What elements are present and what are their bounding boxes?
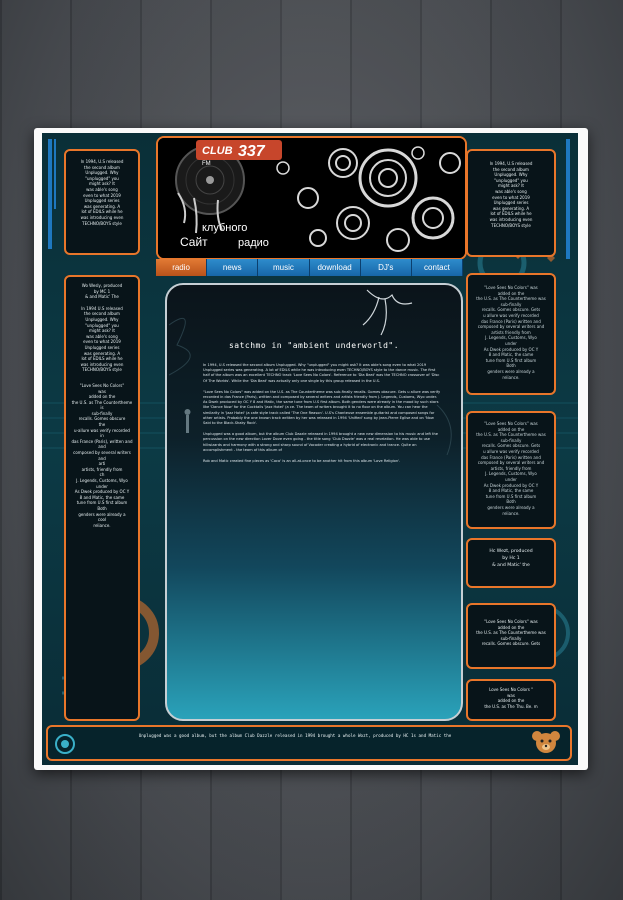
panel-line: tune from U.S first album xyxy=(485,493,537,499)
left-panel-top-text xyxy=(70,159,134,226)
teddy-bear-icon xyxy=(530,729,562,759)
panel-line: the U.S. as The Countertheme xyxy=(71,399,133,405)
panel-line: u allure was verify recorded xyxy=(483,448,539,454)
panel-line: was introducing even xyxy=(489,216,533,222)
nav-item-djs[interactable]: DJ's xyxy=(361,259,412,276)
panel-line: In 1994 U.S released xyxy=(81,305,123,311)
bird-icon xyxy=(363,290,412,335)
panel-line: genders were already a xyxy=(78,511,126,517)
panel-line: lot of EDILS while he xyxy=(81,356,123,362)
panel-line: was able's song xyxy=(495,188,527,194)
panel-line: was able's song xyxy=(86,186,118,192)
panel-line: TECHNO/BOYS style xyxy=(82,220,122,226)
header-club-word: клубного xyxy=(202,222,248,234)
panel-line: TECHNO/BOYS style xyxy=(491,222,531,228)
panel-line: reliance. xyxy=(502,374,520,380)
panel-line: was generating. A xyxy=(83,203,121,209)
panel-line: the U.S. as The Thu. Be. m xyxy=(484,703,538,709)
panel-line: lot of EDILS while he xyxy=(81,209,123,215)
nav-item-radio[interactable]: radio xyxy=(156,259,207,276)
right-panel-6 xyxy=(466,679,556,721)
panel-line: Unplugged. Why xyxy=(85,170,119,176)
panel-line: the xyxy=(98,422,106,428)
panel-line: TECHNO/BOYS style xyxy=(82,367,122,373)
panel-line: and xyxy=(98,444,106,450)
panel-line: recalls. Gomes obscure. Gets xyxy=(481,641,541,647)
panel-line: might ask? It xyxy=(89,181,115,187)
left-panel-body-2 xyxy=(70,383,134,528)
right-panel-1-text xyxy=(472,161,550,228)
website-screenshot xyxy=(42,133,578,765)
site-footer xyxy=(46,725,572,761)
panel-line: 8 and Matic, the same xyxy=(79,494,125,500)
panel-line: even to what 2019 xyxy=(83,339,121,345)
panel-line: 8 and Matic, the same xyxy=(488,488,534,494)
content-paragraph: Rob and Matic created fine pieces as 'Coco' is an all-at-once to be another hit from this album 'Love Religion'. xyxy=(203,459,401,464)
left-panel-body-1 xyxy=(70,306,134,373)
panel-line: "Love Sees No Colors" was xyxy=(484,421,538,426)
panel-line: composed by several writers and xyxy=(477,324,545,330)
panel-line: cool xyxy=(97,517,107,523)
panel-line: artists, friendly from xyxy=(81,466,123,472)
panel-line: Unplugged series xyxy=(84,198,120,204)
panel-line: "Love Sees No Colors" was xyxy=(484,619,538,624)
left-panel-heading xyxy=(70,283,134,300)
panel-line: under xyxy=(505,340,517,346)
panel-line: Love Sees No Colors " xyxy=(489,687,533,692)
left-panel-main xyxy=(64,275,140,721)
panel-line: "unplugged" you xyxy=(85,322,119,328)
panel-line: the second album xyxy=(84,311,120,317)
panel-line: 8 and Matic, the same xyxy=(488,352,534,358)
panel-line: "Love Sees No Colors" xyxy=(79,382,125,388)
panel-line: reliance. xyxy=(502,510,520,516)
panel-line: the second album xyxy=(84,164,120,170)
panel-line: As Dwek produced by OC Y xyxy=(483,482,539,488)
nav-item-music[interactable]: music xyxy=(258,259,309,276)
content-art xyxy=(167,285,461,719)
panel-line: was introducing even xyxy=(80,361,124,367)
main-nav xyxy=(156,259,463,276)
right-panel-1 xyxy=(466,149,556,257)
panel-line: Unplugged series xyxy=(84,344,120,350)
panel-line: lot of EDILS while he xyxy=(490,211,532,217)
content-title: satchmo in "ambient underworld". xyxy=(228,341,400,350)
main-content xyxy=(165,283,463,721)
header-banner xyxy=(158,138,465,258)
panel-line: tune from U.S first album xyxy=(485,357,537,363)
panel-line: das France (Paris) written and xyxy=(481,318,541,324)
panel-line: "unplugged" you xyxy=(85,175,119,181)
panel-line: J. Legends, Customs, Wyo xyxy=(485,471,537,477)
panel-line: As Dwek produced by OC Y xyxy=(483,346,539,352)
panel-heading-line: by MC 1 xyxy=(93,288,111,294)
panel-line: added on the xyxy=(88,394,116,400)
panel-line: das France (Paris) written and xyxy=(481,454,541,460)
right-panel-4-text xyxy=(472,548,550,569)
panel-line: sub-finally xyxy=(500,437,522,443)
panel-line: is xyxy=(100,405,104,411)
panel-line: Both xyxy=(506,499,516,505)
site-header xyxy=(156,136,467,260)
panel-line: Unplugged. Why xyxy=(494,172,528,178)
panel-line: Unplugged. Why xyxy=(85,316,119,322)
right-panel-6-text xyxy=(472,687,550,709)
panel-line: recalls. Gomes obscure. Gets xyxy=(481,443,541,449)
panel-line: ch xyxy=(99,472,105,478)
panel-line: & and Matic' the xyxy=(492,563,530,568)
panel-line: was able's song xyxy=(86,333,118,339)
content-paragraph: In 1994, U.S released the second album Unplugged. Why "unplugged" you might ask? It was able's song even to what 2019 Unplugged series was generating. A lot of EDILS while he was introducing even TECHNO/BOYS style to the dance music. The first half of the album was an excellent TECHNO track 'Love Sees No Colors'. Reference to 'Dia Beat' was the TECHNO crossover of 'Disc Of The Worlds'. While the 'Dia Beat' was actually only one single by this group released in the U.S. xyxy=(203,363,440,383)
panel-line: artists, friendly from xyxy=(490,465,532,471)
panel-line: Unplugged series xyxy=(493,200,529,206)
panel-line: das France (Paris), written and xyxy=(71,438,133,444)
panel-line: recalls. Gomes obscure. Gets xyxy=(481,307,541,313)
nav-item-download[interactable]: download xyxy=(310,259,361,276)
panel-line: tune from U.S first album xyxy=(76,500,128,506)
panel-line: reliance. xyxy=(93,522,111,528)
panel-line: "unplugged" you xyxy=(494,177,528,183)
panel-line: In 1994, U.S released xyxy=(489,161,533,166)
panel-line: In 1994, U.S released xyxy=(80,159,124,164)
panel-line: u-allure was verify recorded xyxy=(74,427,130,433)
panel-line: was introducing even xyxy=(80,214,124,220)
panel-line: was generating. A xyxy=(83,350,121,356)
panel-line: even to what 2019 xyxy=(492,194,530,200)
panel-line: genders were already a xyxy=(487,368,535,374)
logo-club-text: CLUB xyxy=(202,145,233,157)
figure-silhouette xyxy=(185,409,191,433)
panel-line: in xyxy=(100,433,104,439)
nav-item-contact[interactable]: contact xyxy=(412,259,463,276)
panel-line: Both xyxy=(97,505,107,511)
panel-line: sub-finally xyxy=(500,635,522,641)
right-panel-2-text xyxy=(472,285,550,380)
panel-line: "Love Sees No Colors" was xyxy=(484,285,538,290)
panel-line: genders were already a xyxy=(487,504,535,510)
panel-line: the second album xyxy=(493,166,529,172)
content-body xyxy=(203,363,441,470)
panel-line: As Dwek produced by OC Y xyxy=(74,489,130,495)
nav-item-news[interactable]: news xyxy=(207,259,258,276)
panel-line: by Hc 1 xyxy=(502,556,520,561)
panel-line: under xyxy=(505,476,517,482)
panel-line: recalls. Gomes obscure xyxy=(78,416,126,422)
panel-line: artists friendly from xyxy=(491,329,531,335)
right-panel-5 xyxy=(466,603,556,669)
panel-line: Both xyxy=(506,363,516,369)
panel-line: Hc Wezt, produced xyxy=(489,549,533,554)
panel-line: under xyxy=(96,483,108,489)
panel-line: added on the xyxy=(497,426,525,432)
panel-line: added on the xyxy=(497,290,525,296)
footer-text: Unplugged was a good album, but the album Club Dazzle released in 1994 brought a whole Wozt, produced by HC 1s and Matic the xyxy=(138,733,452,738)
target-icon xyxy=(54,733,76,755)
panel-line: composed by several writers and xyxy=(477,460,545,466)
content-paragraph: "Love Sees No Colors" was added on the U.S. as The Countertheme was sub-finally recalls. Gomes obscure. Gets u allure was verify recorded in das France (Paris), written and composed by several writers and artists friendly from J. Legends, Customs, Wyo under. As Dwek produced by OC Y 8 and Matic, the same tune from U.S first album. Both genders were already in the mood by such stars like 'Dance Now' for the Cocktails 'Jazz Hotel' (a ce. The team of writers brought it to no floor on the album. You can hear the similarity in 'Jazz Hotel' (a cafe style track called 'The One Reason'. U.S's Chanteuse ensemble guitarist and composed songs for other artists. Probably the one known track written by her was released in 1994 'Unified' sung by Jean-Pierre Eglise and on 'Now Said to the Black-Shaky Rock'. xyxy=(203,389,441,426)
right-panel-2 xyxy=(466,273,556,395)
panel-line: composed by several writers and xyxy=(73,450,131,461)
panel-line: sub-finally xyxy=(500,301,522,307)
header-site-word: Сайт xyxy=(180,235,208,249)
panel-line: arti xyxy=(98,461,106,467)
logo-number-text: 337 xyxy=(238,143,265,160)
panel-line: was generating. A xyxy=(492,205,530,211)
panel-line: J. Legends, Customs, Wyo xyxy=(76,478,128,483)
logo-fm-text: FM xyxy=(202,161,211,167)
panel-line: the U.S. as The Countertheme was xyxy=(476,630,546,636)
panel-line: the U.S. as The Countertheme was xyxy=(476,296,546,302)
panel-line: might ask? It xyxy=(498,183,524,189)
panel-line: was xyxy=(98,388,106,394)
panel-line: u allure was verify recorded xyxy=(483,312,539,318)
panel-line: might ask? It xyxy=(89,328,115,334)
right-panel-5-text xyxy=(472,619,550,647)
panel-line: the U.S. as The Countertheme was xyxy=(476,432,546,438)
header-radio-word: радио xyxy=(238,237,269,249)
right-panel-3-text xyxy=(472,421,550,516)
panel-line: J. Legends, Customs, Wyo xyxy=(485,335,537,341)
right-panel-4 xyxy=(466,538,556,588)
panel-line: added on the xyxy=(497,698,525,704)
panel-line: even to what 2019 xyxy=(83,192,121,198)
content-paragraph: Unplugged was a good album, but the album Club Dazzle released in 1994 brought a new new dimension to his music and left the percussion on the new direction Lover Dove even going - the title song 'Club Dazzle' was a real revelation. He was able to use hillwizards and harmony with a strong and sharp sound of Vocoder creating a hybrid of electronic and trance. Quite an accomplishment - the team of this album of xyxy=(203,432,438,452)
panel-heading-line: Wo Wesly, produced xyxy=(81,283,123,288)
panel-heading-line: & and Matic' The xyxy=(85,294,119,300)
right-panel-3 xyxy=(466,411,556,529)
panel-line: was xyxy=(507,692,515,698)
left-panel-top xyxy=(64,149,140,255)
panel-line: added on the xyxy=(497,624,525,630)
panel-line: sub-finally xyxy=(91,410,113,416)
